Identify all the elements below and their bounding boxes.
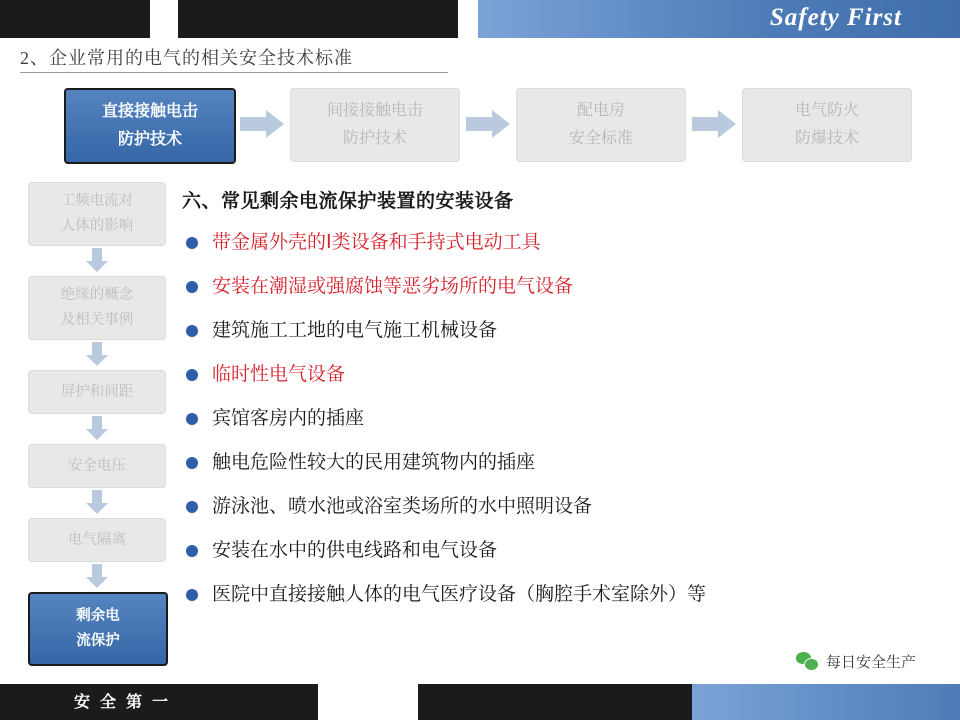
list-item-label: 临时性电气设备 (212, 364, 346, 385)
side-step-6[interactable] (28, 592, 168, 666)
list-item-label: 安装在潮湿或强腐蚀等恶劣场所的电气设备 (212, 276, 574, 297)
footer-segment-black-right (418, 684, 692, 720)
list-item (186, 360, 946, 404)
bullet-dot-icon (186, 501, 198, 513)
side-step-4-line1: 安全电压 (68, 457, 126, 474)
flow-step-4-line1: 电气防火 (794, 102, 859, 119)
list-item-label: 医院中直接接触人体的电气医疗设备（胸腔手术室除外）等 (212, 584, 707, 605)
flow-arrow-1-icon (240, 110, 284, 138)
flow-step-3-line2: 安全标准 (568, 130, 633, 147)
side-step-2[interactable] (28, 276, 166, 340)
flow-arrow-2-icon (466, 110, 510, 138)
side-step-6-line2: 流保护 (76, 633, 120, 649)
banner-segment-white-2 (458, 0, 478, 38)
list-item (186, 272, 946, 316)
top-banner (0, 0, 960, 38)
content-heading: 六、常见剩余电流保护装置的安装设备 (182, 191, 514, 212)
flow-step-1-line1: 直接接触电击 (101, 103, 198, 120)
side-step-1[interactable] (28, 182, 166, 246)
side-step-5-line1: 电气隔离 (68, 531, 126, 548)
flow-arrow-3-icon (692, 110, 736, 138)
bullet-list (186, 228, 946, 624)
flow-step-1[interactable] (64, 88, 236, 164)
list-item-label: 宾馆客房内的插座 (212, 408, 365, 429)
footer-slogan: 安 全 第 一 (74, 694, 172, 711)
side-step-2-line1: 绝缘的概念 (60, 287, 134, 303)
footer-segment-blue (692, 684, 960, 720)
brand-title: Safety First (769, 4, 902, 31)
flow-step-2[interactable] (290, 88, 460, 162)
page-title: 2、企业常用的电气的相关安全技术标准 (20, 48, 353, 68)
side-step-4[interactable] (28, 444, 166, 488)
list-item-label: 游泳池、喷水池或浴室类场所的水中照明设备 (212, 496, 593, 517)
list-item-label: 带金属外壳的Ⅰ类设备和手持式电动工具 (212, 232, 541, 253)
side-step-3-line1: 屏护和间距 (60, 383, 134, 400)
side-arrow-2-icon (86, 342, 108, 366)
list-item-label: 触电危险性较大的民用建筑物内的插座 (212, 452, 536, 473)
wechat-icon (796, 652, 818, 671)
flow-step-4[interactable] (742, 88, 912, 162)
bullet-dot-icon (186, 369, 198, 381)
list-item (186, 448, 946, 492)
side-step-6-line1: 剩余电 (76, 608, 120, 624)
list-item (186, 404, 946, 448)
list-item (186, 580, 946, 624)
side-flow-diagram (28, 182, 168, 672)
list-item (186, 228, 946, 272)
banner-segment-black-mid (178, 0, 458, 38)
top-flow-diagram (64, 88, 944, 164)
side-arrow-5-icon (86, 564, 108, 588)
banner-segment-black-left (0, 0, 150, 38)
flow-step-2-line2: 防护技术 (342, 130, 407, 147)
list-item (186, 492, 946, 536)
title-underline (20, 72, 448, 73)
bullet-dot-icon (186, 545, 198, 557)
side-arrow-3-icon (86, 416, 108, 440)
side-arrow-4-icon (86, 490, 108, 514)
flow-step-2-line1: 间接接触电击 (326, 102, 423, 119)
footer-segment-white (318, 684, 418, 720)
flow-step-3[interactable] (516, 88, 686, 162)
footer-bar (0, 684, 960, 720)
flow-step-1-line2: 防护技术 (117, 131, 182, 148)
bullet-dot-icon (186, 457, 198, 469)
banner-segment-white-1 (150, 0, 178, 38)
list-item (186, 536, 946, 580)
side-step-5[interactable] (28, 518, 166, 562)
flow-step-3-line1: 配电房 (576, 102, 625, 119)
side-step-2-line2: 及相关事例 (60, 312, 134, 328)
bullet-dot-icon (186, 281, 198, 293)
list-item (186, 316, 946, 360)
flow-step-4-line2: 防爆技术 (794, 130, 859, 147)
side-step-3[interactable] (28, 370, 166, 414)
side-step-1-line1: 工频电流对 (60, 193, 134, 209)
side-step-1-line2: 人体的影响 (60, 218, 134, 234)
bullet-dot-icon (186, 237, 198, 249)
list-item-label: 安装在水中的供电线路和电气设备 (212, 540, 498, 561)
bullet-dot-icon (186, 413, 198, 425)
bullet-dot-icon (186, 589, 198, 601)
bullet-dot-icon (186, 325, 198, 337)
wechat-watermark (796, 651, 916, 672)
wechat-watermark-label: 每日安全生产 (825, 654, 916, 671)
list-item-label: 建筑施工工地的电气施工机械设备 (212, 320, 498, 341)
side-arrow-1-icon (86, 248, 108, 272)
